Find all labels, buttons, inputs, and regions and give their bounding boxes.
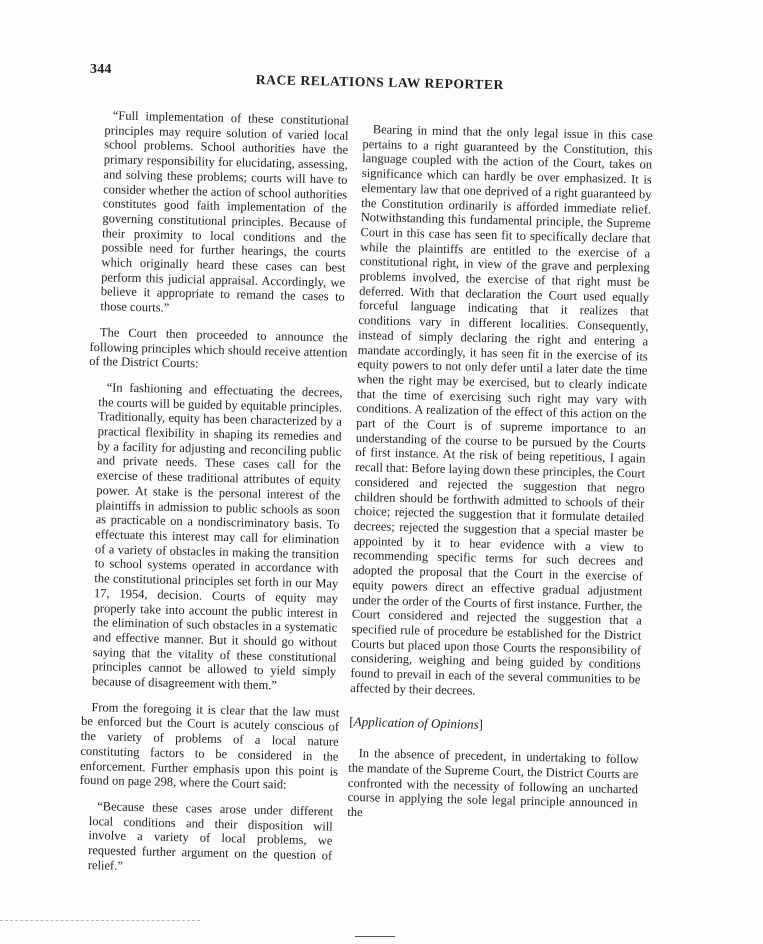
body-paragraph: From the foregoing it is clear that the law must be enforced but the Court is acutely conscious of the variety of problems of a local nature constituting factors to be considered in the enforcement. Further emphasis upon this point is found on page 298, where the Court said: <box>79 699 340 792</box>
body-paragraph: Bearing in mind that the only legal issue in this case pertains to a right guaranteed by the Constitution, this language coupled with the action of the Court, takes on significance which can hardly be over emphasized. It is elementary law that one deprived of a right guaranteed by the Constitution ordinarily is afforded immediate relief. Notwithstanding this fundamental principle, the Supreme Court in this case has seen fit to specifically declare that while the plaintiffs are entitled to the exercise of a constitutional right, in view of the grave and perplexing problems involved, the exercise of that right must be deferred. With that declaration the Court used equally forceful language indicating that it realizes that conditions vary in different localities. Consequently, instead of simply declaring the right and entering a mandate accordingly, it has seen fit in the exercise of its equity powers to not only defer until a later date the time when the right may be exercised, but to clearly indicate that the time of exercising such right may vary with conditions. A realization of the effect of this action on the part of the Court is of supreme importance to an understanding of the course to be pursued by the Courts of first instance. At the risk of being repetitious, I again recall that: Before laying down these principles, the Court considered and rejected the suggestion that negro children should be forthwith admitted to schools of their choice; rejected the suggestion that it formulate detailed decrees; rejected the suggestion that a special master be appointed by it to hear evidence with a view to recommending specific terms for such decrees and adopted the proposal that the Court in the exercise of equity powers direct an effective gradual adjustment under the order of the Courts of first instance. Further, the Court considered and rejected the suggestion that a specified rule of procedure be established for the District Courts but placed upon those Courts the responsibility of considering, weighing and being guided by conditions found to prevail in each of the several communities to be affected by their decrees. <box>350 122 653 698</box>
heading-close-bracket: ] <box>478 717 484 733</box>
block-quote: “Full implementation of these constitutional principles may require solution of varied local school problems. School authorities have the primary responsibility for elucidating, assessing, and solving these problems; courts will have to consider whether the action of school authorities constitutes good faith implementation of the governing constitutional principles. Because of their proximity to local conditions and the possible need for further hearings, the courts which originally heard these cases can best perform this judicial appraisal. Accordingly, we believe it appropriate to remand the cases to those courts.” <box>100 108 349 315</box>
heading-text: Application of Opinions <box>353 714 479 733</box>
block-quote: “Because these cases arose under different local conditions and their disposition will involve a variety of local problems, we requested further argument on the question of relief.” <box>87 799 334 873</box>
running-title: RACE RELATIONS LAW REPORTER <box>255 72 505 93</box>
heading-open-bracket: [ <box>349 714 354 730</box>
body-paragraph: In the absence of precedent, in undertaking to follow the mandate of the Supreme Court, the District Courts are confronted with the necessity of following an uncharted course in applying the sole legal principle announced in the <box>347 746 639 820</box>
block-quote: “In fashioning and effectuating the decrees, the courts will be guided by equitable principles. Traditionally, equity has been characterized by a practical flexibility in shaping its remedies and by a facility for adjusting and reconciling public and private needs. These cases call for the exercise of these traditional attributes of equity power. At stake is the personal interest of the plaintiffs in admission to public schools as soon as practicable on a nondiscriminatory basis. To effectuate this interest may call for elimination of a variety of obstacles in making the transition to school systems operated in accordance with the constitutional principles set forth in our May 17, 1954, decision. Courts of equity may properly take into account the public interest in the elimination of such obstacles in a systematic and effective manner. But it should go without saying that the vitality of these constitutional principles cannot be allowed to yield simply because of disagreement with them.” <box>91 380 343 693</box>
body-paragraph: The Court then proceeded to announce the following principles which should receive attention of the District Courts: <box>89 325 349 371</box>
footer-dashed-rule <box>0 920 200 921</box>
footer-center-rule <box>355 936 395 937</box>
section-heading <box>349 715 639 736</box>
left-column <box>77 108 353 889</box>
right-column <box>347 122 653 837</box>
page-number: 344 <box>90 62 112 77</box>
